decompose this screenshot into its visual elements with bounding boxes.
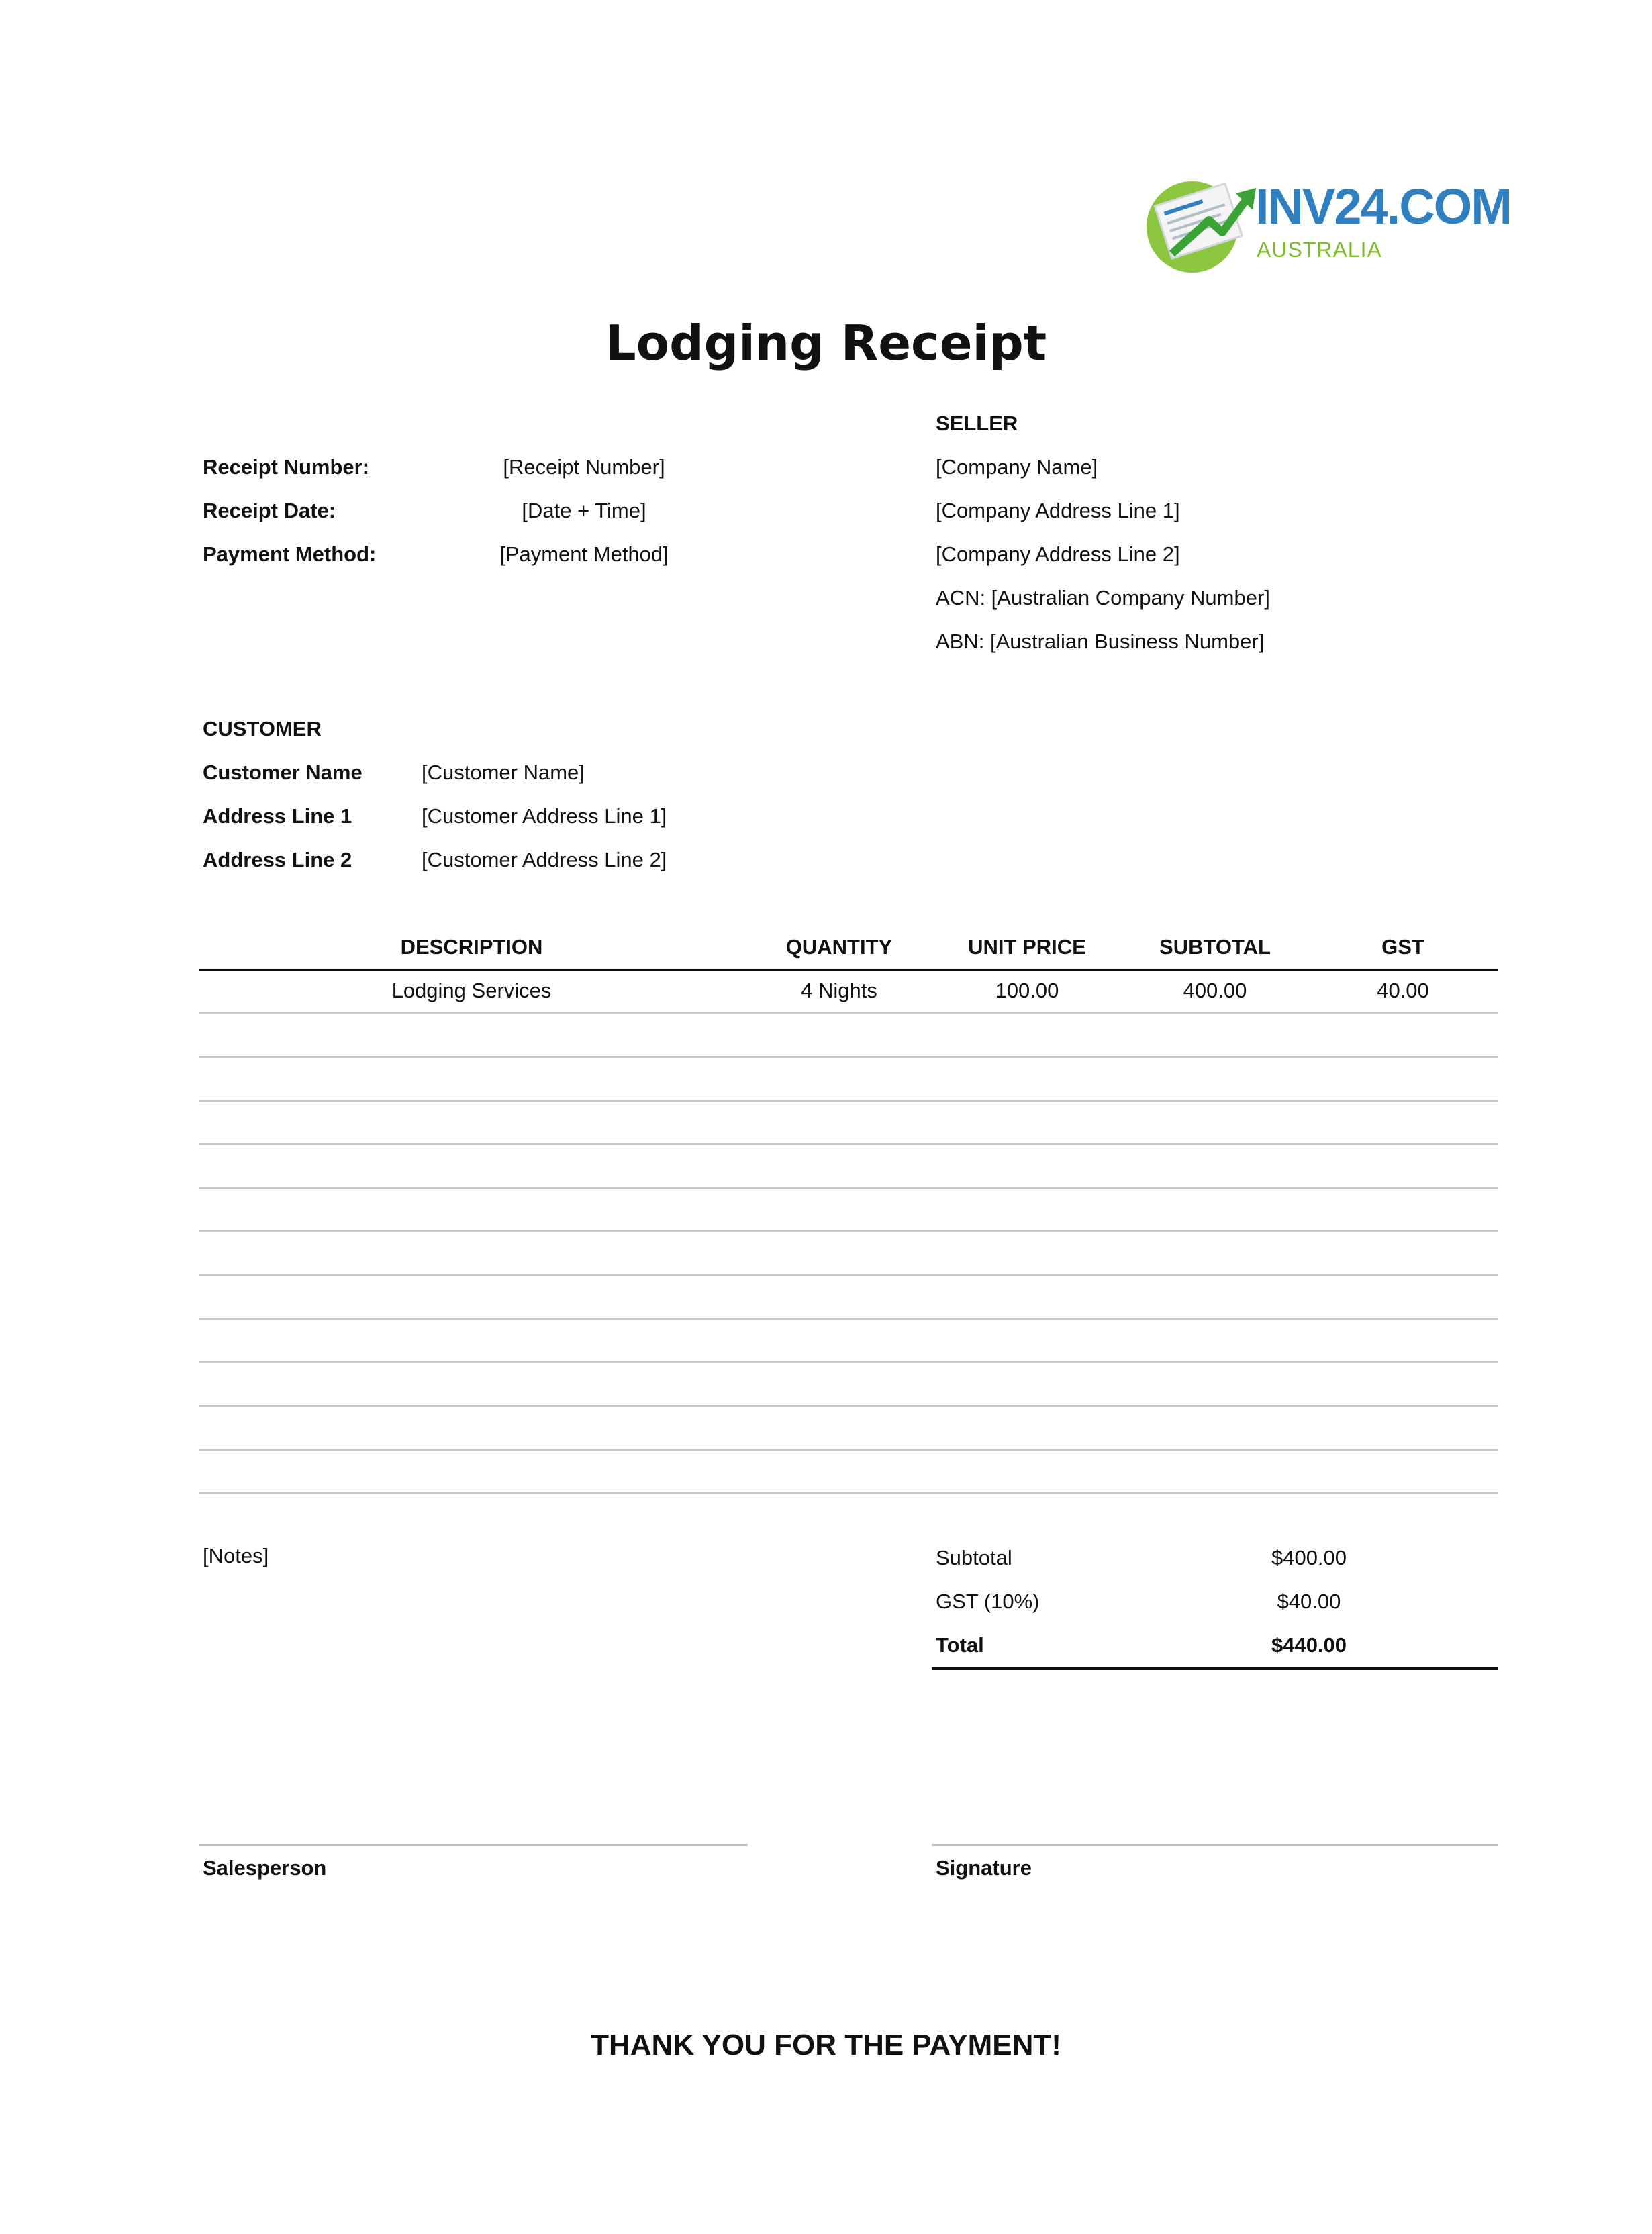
table-cell-quantity: 4 Nights (801, 979, 877, 1002)
customer-signature-line (932, 1844, 1498, 1846)
seller-company-name: [Company Name] (936, 455, 1098, 479)
thank-you-message: THANK YOU FOR THE PAYMENT! (591, 2029, 1061, 2061)
table-row-rule (199, 1056, 1498, 1058)
totals-subtotal-label: Subtotal (936, 1546, 1012, 1569)
payment-method-label: Payment Method: (203, 542, 377, 566)
totals-gst-label: GST (10%) (936, 1590, 1040, 1613)
customer-address-line-1-value: [Customer Address Line 1] (422, 804, 667, 828)
seller-abn: ABN: [Australian Business Number] (936, 630, 1265, 653)
table-header-gst: GST (1381, 935, 1424, 959)
notes-text: [Notes] (203, 1544, 269, 1567)
table-row-rule (199, 1405, 1498, 1407)
payment-method-value: [Payment Method] (499, 542, 669, 566)
table-header-description: DESCRIPTION (400, 935, 543, 959)
seller-acn: ACN: [Australian Company Number] (936, 586, 1270, 610)
logo-text: INV24.COM (1255, 179, 1511, 234)
table-cell-subtotal: 400.00 (1183, 979, 1247, 1002)
receipt-number-value: [Receipt Number] (503, 455, 665, 479)
table-header-quantity: QUANTITY (785, 935, 893, 959)
customer-address-line-1-label: Address Line 1 (203, 804, 352, 828)
signature-label: Signature (936, 1856, 1032, 1880)
totals-total-label: Total (936, 1633, 984, 1657)
table-row-rule (199, 1449, 1498, 1451)
table-row-rule (199, 1187, 1498, 1189)
table-row-rule (199, 1318, 1498, 1320)
table-cell-unit-price: 100.00 (995, 979, 1059, 1002)
customer-name-label: Customer Name (203, 761, 362, 784)
customer-address-line-2-value: [Customer Address Line 2] (422, 848, 667, 871)
table-header-subtotal: SUBTOTAL (1159, 935, 1271, 959)
table-row-rule (199, 1100, 1498, 1102)
customer-name-value: [Customer Name] (422, 761, 585, 784)
customer-address-line-2-label: Address Line 2 (203, 848, 352, 871)
table-cell-description: Lodging Services (391, 979, 552, 1002)
salesperson-label: Salesperson (203, 1856, 327, 1880)
table-row-rule (199, 1012, 1498, 1014)
totals-rule (932, 1667, 1498, 1670)
table-header-rule (199, 969, 1498, 971)
table-row-rule (199, 1274, 1498, 1276)
table-row-rule (199, 1492, 1498, 1494)
seller-address-line-2: [Company Address Line 2] (936, 542, 1180, 566)
table-row-rule (199, 1143, 1498, 1145)
table-row-rule (199, 1230, 1498, 1232)
receipt-number-label: Receipt Number: (203, 455, 370, 479)
document-title: Lodging Receipt (605, 315, 1047, 371)
logo-subtext: AUSTRALIA (1257, 238, 1382, 262)
table-cell-gst: 40.00 (1377, 979, 1429, 1002)
seller-address-line-1: [Company Address Line 1] (936, 499, 1180, 522)
seller-heading: SELLER (936, 411, 1018, 435)
totals-gst-value: $40.00 (1277, 1590, 1341, 1613)
salesperson-signature-line (199, 1844, 748, 1846)
totals-total-value: $440.00 (1271, 1633, 1347, 1657)
receipt-date-value: [Date + Time] (522, 499, 646, 522)
receipt-date-label: Receipt Date: (203, 499, 336, 522)
totals-subtotal-value: $400.00 (1271, 1546, 1347, 1569)
table-row-rule (199, 1361, 1498, 1363)
table-header-unit-price: UNIT PRICE (968, 935, 1086, 959)
customer-heading: CUSTOMER (203, 717, 322, 740)
